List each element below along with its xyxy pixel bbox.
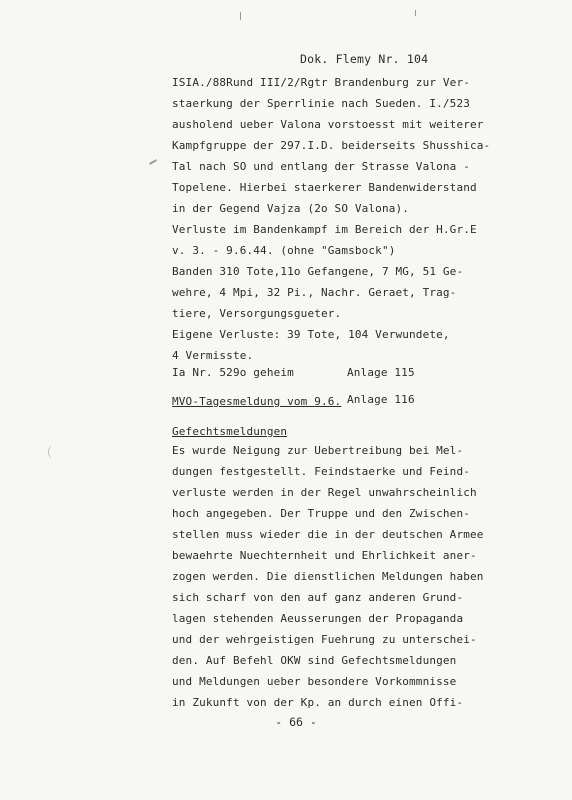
text-line: verluste werden in der Regel unwahrscheinlich (172, 486, 477, 499)
text-line: Es wurde Neigung zur Uebertreibung bei Mel- (172, 444, 464, 457)
text-line: dungen festgestellt. Feindstaerke und Feind- (172, 465, 470, 478)
text-line: Kampfgruppe der 297.I.D. beiderseits Shusshica- (172, 139, 491, 152)
text-line: ISIA./88Rund III/2/Rgtr Brandenburg zur Ver- (172, 76, 470, 89)
reference-row (172, 395, 341, 408)
scan-mark (240, 12, 241, 20)
text-line: sich scharf von den auf ganz anderen Grund- (172, 591, 464, 604)
text-line: Eigene Verluste: 39 Tote, 104 Verwundete, (172, 328, 450, 341)
report-reference: MVO-Tagesmeldung vom 9.6. (172, 395, 342, 408)
pencil-tick (149, 159, 157, 165)
text-line: Banden 310 Tote,11o Gefangene, 7 MG, 51 Ge- (172, 265, 464, 278)
text-line: staerkung der Sperrlinie nach Sueden. I./523 (172, 97, 470, 110)
reference-number: Ia Nr. 529o geheim (172, 366, 294, 379)
text-line: in Zukunft von der Kp. an durch einen Offi- (172, 696, 464, 709)
text-line: v. 3. - 9.6.44. (ohne "Gamsbock") (172, 244, 396, 257)
attachment-label: Anlage 116 (347, 393, 415, 406)
text-line: und Meldungen ueber besondere Vorkommnisse (172, 675, 457, 688)
text-line: bewaehrte Nuechternheit und Ehrlichkeit aner- (172, 549, 477, 562)
text-line: lagen stehenden Aeusserungen der Propaganda (172, 612, 464, 625)
text-line: den. Auf Befehl OKW sind Gefechtsmeldungen (172, 654, 457, 667)
text-line: 4 Vermisste. (172, 349, 254, 362)
reference-row (172, 366, 294, 379)
text-line: Tal nach SO und entlang der Strasse Valona - (172, 160, 470, 173)
text-line: hoch angegeben. Der Truppe und den Zwischen- (172, 507, 470, 520)
document-reference: Dok. Flemy Nr. 104 (300, 52, 429, 66)
text-line: Verluste im Bandenkampf im Bereich der H.Gr.E (172, 223, 477, 236)
page-number: - 66 - (275, 715, 317, 729)
text-line: stellen muss wieder die in der deutschen Armee (172, 528, 484, 541)
text-line: ausholend ueber Valona vorstoesst mit weiterer (172, 118, 484, 131)
attachment-label: Anlage 115 (347, 366, 415, 379)
text-line: zogen werden. Die dienstlichen Meldungen haben (172, 570, 484, 583)
punch-hole-mark (48, 445, 59, 459)
text-line: in der Gegend Vajza (2o SO Valona). (172, 202, 410, 215)
scan-mark (415, 10, 416, 16)
text-line: und der wehrgeistigen Fuehrung zu unterschei- (172, 633, 477, 646)
text-line: tiere, Versorgungsgueter. (172, 307, 342, 320)
section-title: Gefechtsmeldungen (172, 425, 288, 438)
text-line: Topelene. Hierbei staerkerer Bandenwiderstand (172, 181, 477, 194)
text-line: wehre, 4 Mpi, 32 Pi., Nachr. Geraet, Trag- (172, 286, 457, 299)
